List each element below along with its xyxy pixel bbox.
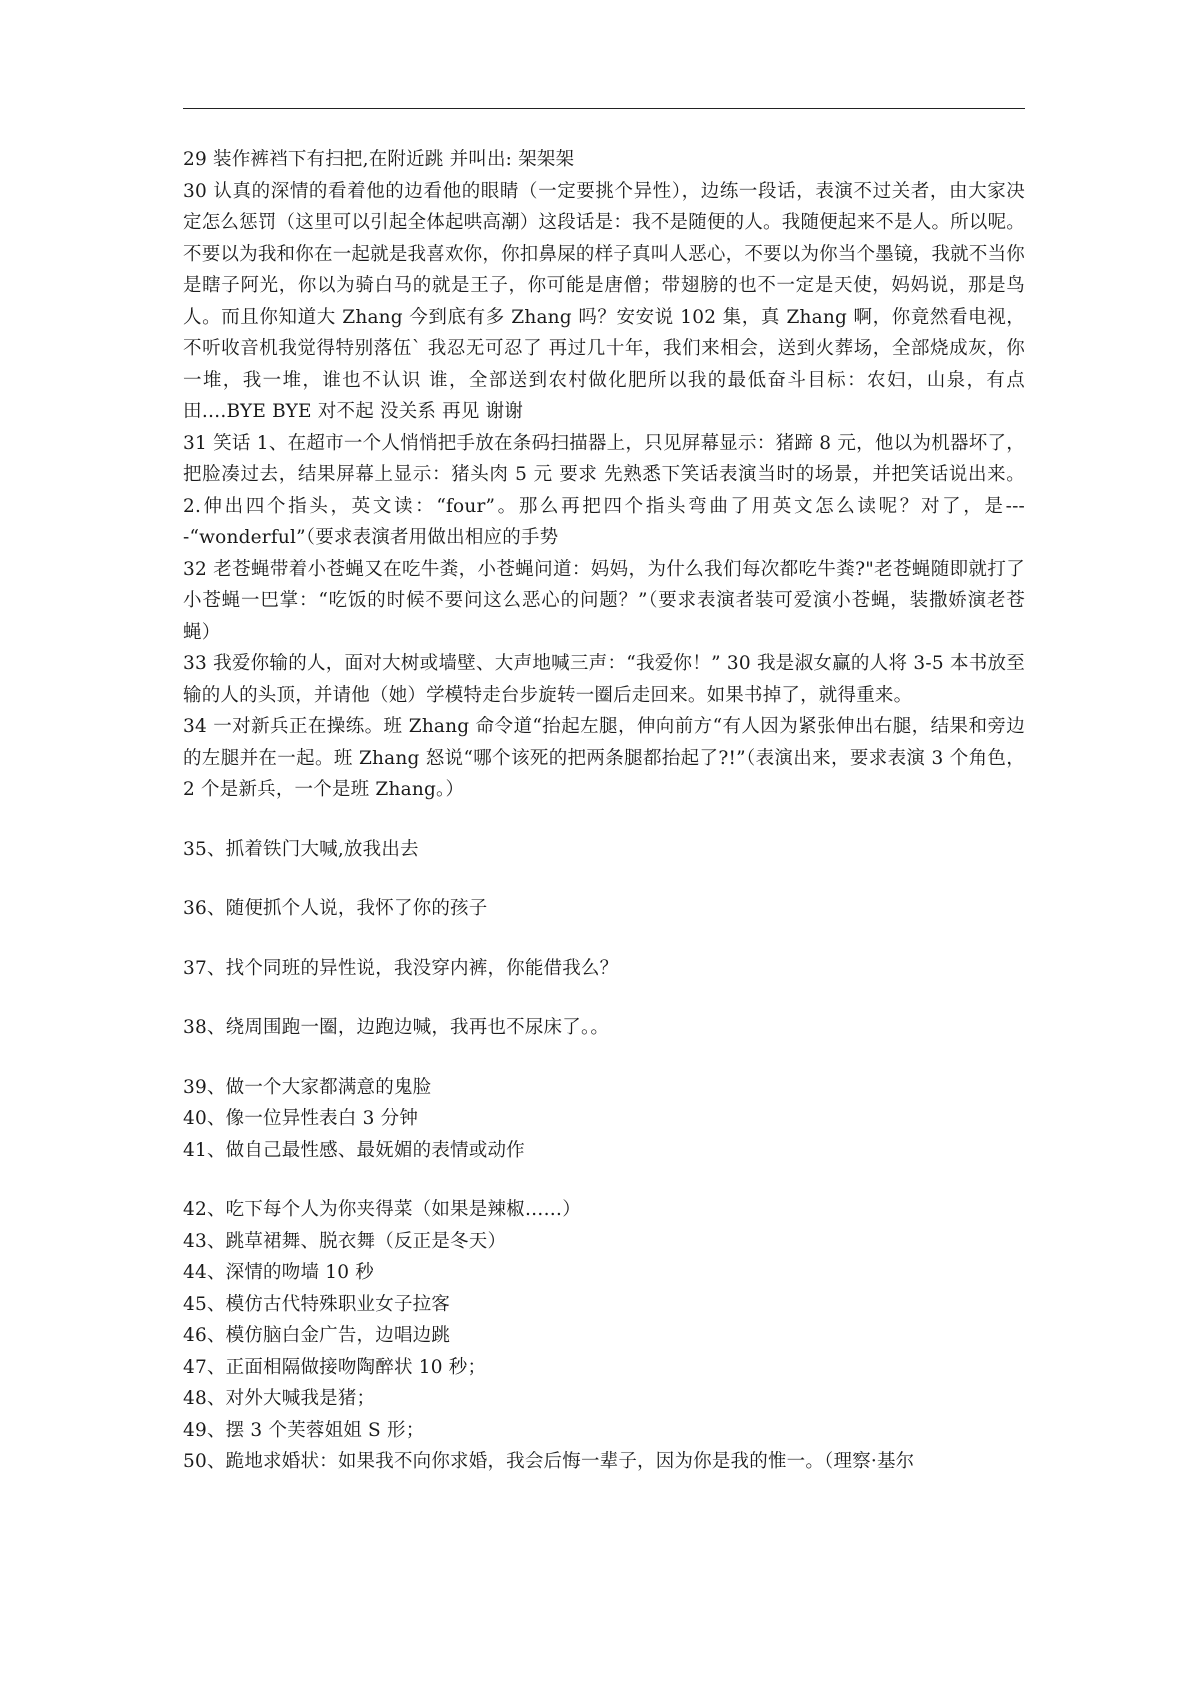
list-item-36: 36、随便抓个人说，我怀了你的孩子: [183, 898, 488, 919]
list-item-48: 48、对外大喊我是猪；: [183, 1388, 376, 1409]
list-item-44: 44、深情的吻墙 10 秒: [183, 1262, 374, 1283]
list-item-47: 47、正面相隔做接吻陶醉状 10 秒；: [183, 1356, 487, 1378]
paragraph-30: 30 认真的深情的看着他的边看他的眼睛（一定要挑个异性），边练一段话，表演不过关者，由大家决定怎么惩罚（这里可以引起全体起哄高潮）这段话是：我不是随便的人。我随便起来不是人。所以呢。不要以为我和你在一起就是我喜欢你，你扣鼻屎的样子真叫人恶心，不要以为你当个墨镜，我就不当你是瞎子阿光，你以为骑白马的就是王子，你可能是唐僧；带翅膀的也不一定是天使，妈妈说，那是鸟人。而且你知道大 Zhang 今到底有多 Zhang 吗？安安说 102 集，真 Zhang 啊，你竟然看电视，不听收音机我觉得特别落伍` 我忍无可忍了 再过几十年，我们来相会，送到火葬场，全部烧成灰，你一堆，我一堆，谁也不认识 谁，全部送到农村做化肥所以我的最低奋斗目标：农妇，山泉，有点田….BYE BYE 对不起 没关系 再见 谢谢: [183, 180, 1025, 422]
list-item-37: 37、找个同班的异性说，我没穿内裤，你能借我么？: [183, 957, 619, 979]
list-item-35: 35、抓着铁门大喊,放我出去: [183, 838, 419, 860]
blank-line: [183, 1044, 1025, 1072]
blank-line: [183, 806, 1025, 834]
list-item-38: 38、绕周围跑一圈，边跑边喊，我再也不尿床了。。: [183, 1017, 610, 1038]
list-item-46: 46、模仿脑白金广告，边唱边跳: [183, 1325, 451, 1346]
paragraph-34: 34 一对新兵正在操练。班 Zhang 命令道“抬起左腿，伸向前方“有人因为紧张伸出右腿，结果和旁边的左腿并在一起。班 Zhang 怒说“哪个该死的把两条腿都抬起了?!”（表演出来，要求表演 3 个角色，2 个是新兵，一个是班 Zhang。）: [183, 716, 1025, 800]
paragraph-31: 31 笑话 1、在超市一个人悄悄把手放在条码扫描器上，只见屏幕显示：猪蹄 8 元，他以为机器坏了，把脸凑过去，结果屏幕上显示：猪头肉 5 元 要求 先熟悉下笑话表演当时的场景，并把笑话说出来。 2.伸出四个指头，英文读：“four”。那么再把四个指头弯曲了用英文怎么读呢？对了，是----“wonderful”（要求表演者用做出相应的手势: [183, 432, 1098, 548]
header-rule: [183, 108, 1025, 109]
list-item-42: 42、吃下每个人为你夹得菜（如果是辣椒……）: [183, 1199, 581, 1220]
list-item-49: 49、摆 3 个芙蓉姐姐 S 形；: [183, 1419, 425, 1441]
paragraph-33: 33 我爱你输的人，面对大树或墙壁、大声地喊三声：“我爱你！” 30 我是淑女赢的人将 3-5 本书放至输的人的头顶，并请他（她）学模特走台步旋转一圈后走回来。如果书掉了，就得重来。: [183, 653, 1025, 706]
list-item-41: 41、做自己最性感、最妩媚的表情或动作: [183, 1139, 525, 1161]
list-item-45: 45、模仿古代特殊职业女子拉客: [183, 1293, 451, 1315]
paragraph-32: 32 老苍蝇带着小苍蝇又在吃牛粪，小苍蝇问道：妈妈，为什么我们每次都吃牛粪?"老苍蝇随即就打了小苍蝇一巴掌：“吃饭的时候不要问这么恶心的问题？”（要求表演者装可爱演小苍蝇，装撒娇演老苍蝇）: [183, 558, 1025, 643]
blank-line: [183, 984, 1025, 1012]
blank-line: [183, 1166, 1025, 1194]
document-body: [183, 144, 1098, 1478]
list-item-39: 39、做一个大家都满意的鬼脸: [183, 1076, 432, 1098]
blank-line: [183, 865, 1025, 893]
list-item-50: 50、跪地求婚状：如果我不向你求婚，我会后悔一辈子，因为你是我的惟一。（理察·基尔: [183, 1451, 915, 1472]
blank-line: [183, 925, 1025, 953]
list-item-40: 40、像一位异性表白 3 分钟: [183, 1108, 419, 1129]
paragraph-29: 29 装作裤裆下有扫把,在附近跳 并叫出: 架架架: [183, 149, 575, 170]
list-item-43: 43、跳草裙舞、脱衣舞（反正是冬天）: [183, 1230, 507, 1252]
